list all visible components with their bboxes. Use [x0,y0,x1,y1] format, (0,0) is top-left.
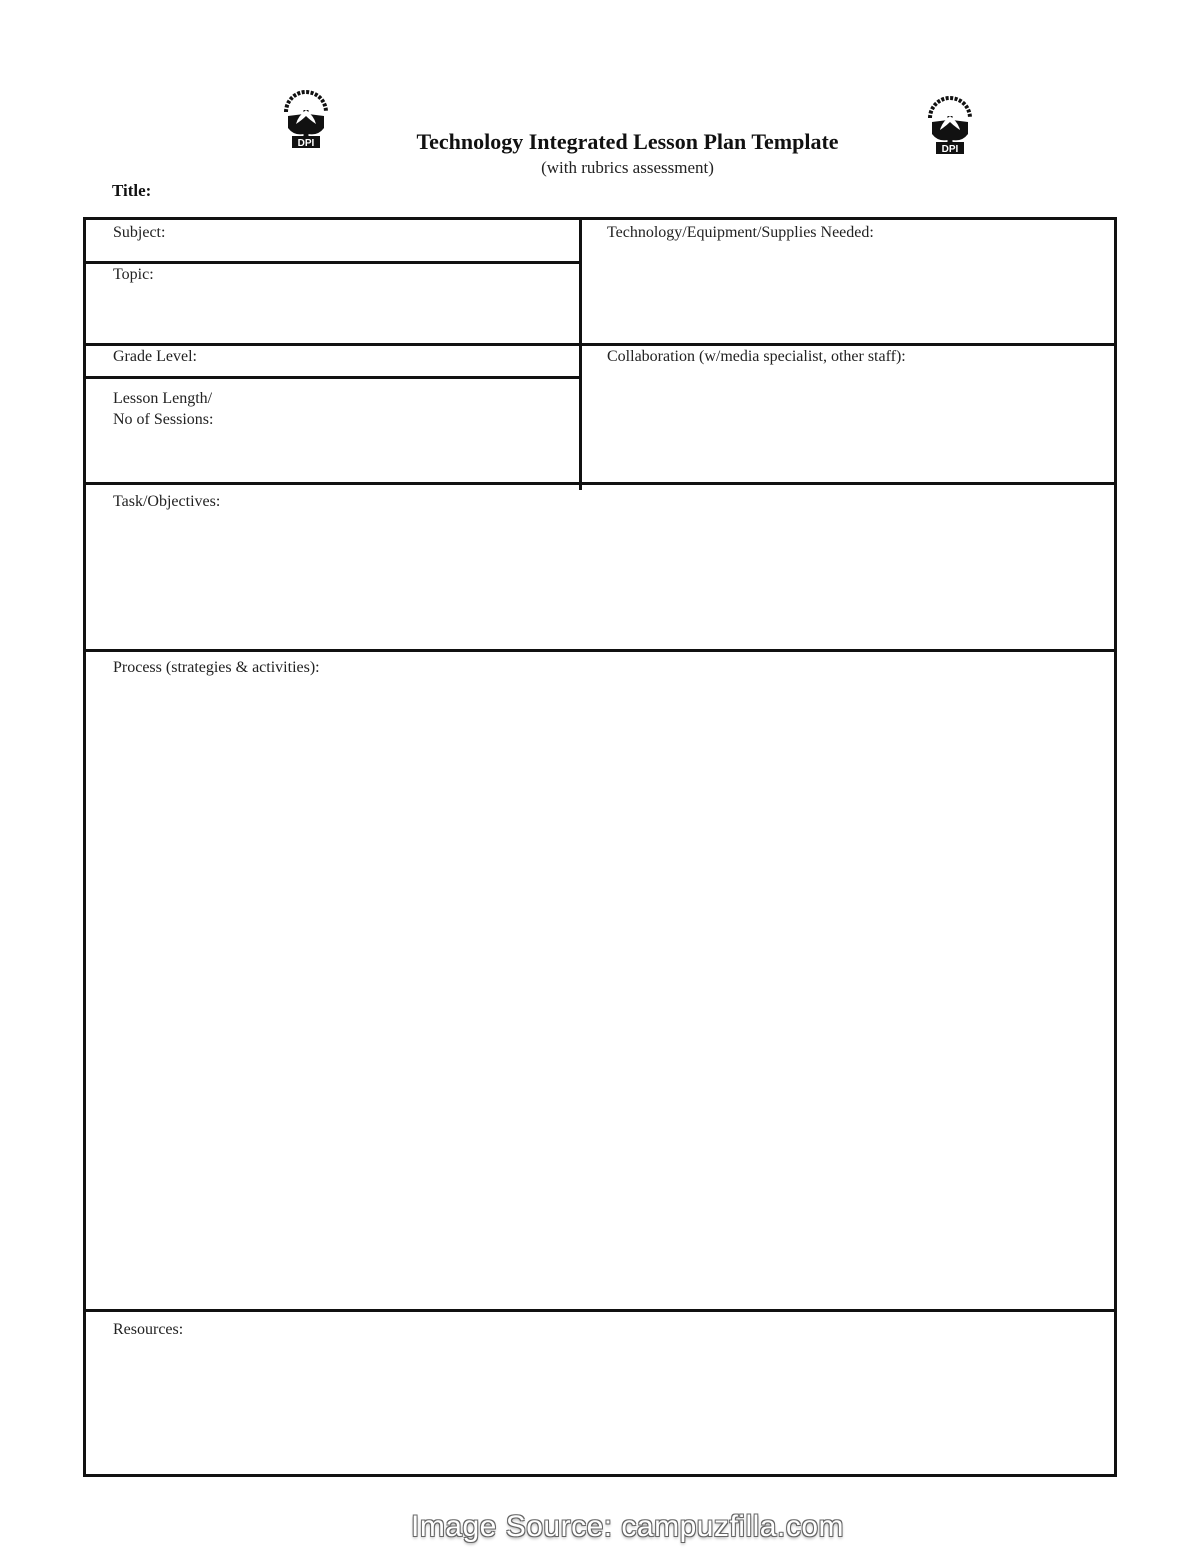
row-divider-3 [86,649,1114,652]
subject-topic-divider [86,261,580,264]
svg-text:DPI: DPI [297,138,315,149]
document-subtitle: (with rubrics assessment) [541,158,714,177]
technology-label: Technology/Equipment/Supplies Needed: [607,224,874,241]
row-divider-4 [86,1309,1114,1312]
collaboration-label: Collaboration (w/media specialist, other staff): [607,348,906,365]
grade-level-label: Grade Level: [113,348,197,365]
topic-label: Topic: [113,266,154,283]
lesson-plan-form [83,217,1117,1477]
svg-text:DPI: DPI [941,144,959,155]
document-title: Technology Integrated Lesson Plan Template [416,129,839,154]
grade-length-divider [86,376,580,379]
process-label: Process (strategies & activities): [113,659,320,676]
row-divider-2 [86,482,1114,485]
task-objectives-label: Task/Objectives: [113,493,221,510]
lesson-length-label: Lesson Length/ [113,390,213,407]
resources-label: Resources: [113,1321,184,1338]
row-divider-1 [86,343,1114,346]
subject-label: Subject: [113,224,166,241]
sessions-label: No of Sessions: [113,411,214,428]
title-field-label: Title: [112,181,152,200]
image-source-watermark: Image Source: campuzfilla.com [410,1510,844,1543]
